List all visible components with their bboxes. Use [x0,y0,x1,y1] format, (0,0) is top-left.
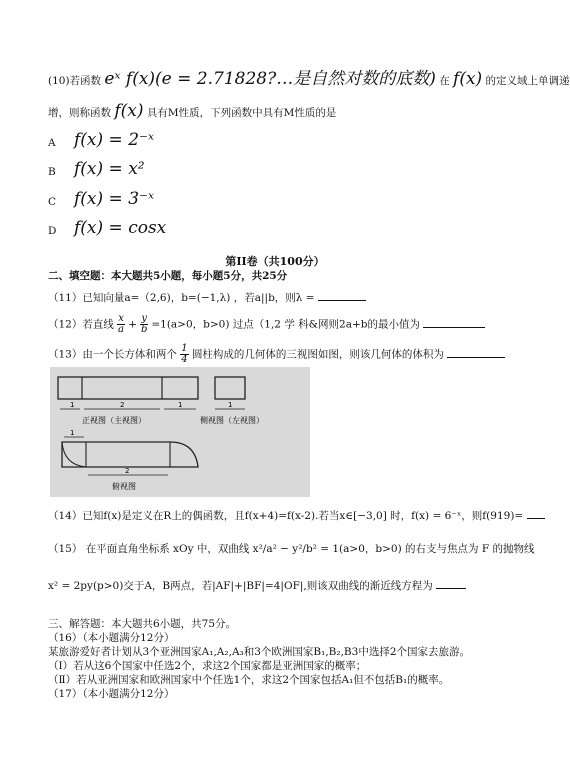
q16-head: （16）（本小题满分12分） [48,632,175,644]
three-view-figure [50,367,310,497]
q16-line2: （Ⅰ）若从这6个国家中任选2个，求这2个国家都是亚洲国家的概率； [48,660,367,672]
option-a-letter: A [48,137,56,149]
q10-fx: f(x) [453,69,483,89]
q11-answer-blank [318,290,366,301]
q12-frac-y: $\frac{y}{b}$ [140,313,148,335]
q10-suffix: 的定义域上单调递 [485,75,570,87]
q10-mid: 在 [439,75,450,87]
q12-suffix: =1(a>0，b>0) 过点（1,2 学 科&网则2a+b的最小值为 [151,318,420,331]
section3-title: 三、解答题：本大题共6小题，共75分。 [48,618,237,630]
q15-answer-blank [436,578,466,589]
front-view-rect [58,377,198,399]
top-dim-left: 1 [70,429,75,437]
q16-line3: （Ⅱ）若从亚洲国家和欧洲国家中个任选1个，求这2个国家包括A₁但不包括B₁的概率。 [48,674,450,686]
front-dim-left: 1 [70,401,75,409]
option-b-letter: B [48,166,56,178]
front-view-label: 正视图（主视图） [82,416,146,425]
q13-frac: $\frac{1}{4}$ [181,343,188,365]
side-dim: 1 [228,401,233,409]
q10-line2-prefix: 增，则称函数 [48,107,111,119]
q12: （12）若直线 $\frac{x}{a}$ + $\frac{y}{b}$ =1(a>0，b>0) 过点（1,2 学 科&网则2a+b的最小值为 [48,314,485,335]
top-dim-mid: 2 [125,467,130,475]
part2-title: 第II卷（共100分） [225,255,325,268]
q12-frac-x: $\frac{x}{a}$ [118,313,125,335]
option-b-formula: f(x) = x² [74,159,145,179]
q14 [48,508,545,523]
q12-prefix: （12）若直线 [48,318,114,331]
top-view-label: 俯视图 [112,482,136,491]
q16-line1: 某旅游爱好者计划从3个亚洲国家A₁,A₂,A₃和3个欧洲国家B₁,B₂,B3中选择2个国家去旅游。 [48,646,471,658]
q15-line2-wrap [48,578,466,593]
side-view-rect [215,377,245,399]
q10-prefix: (10)若函数 [48,75,102,87]
q13 [48,344,505,365]
three-view-svg [50,367,310,497]
q14-text: （14）已知f(x)是定义在R上的偶函数，且f(x+4)=f(x-2).若当x∈[−3,0] 时，f(x) = 6⁻ˣ，则f(919)= [48,510,524,522]
q10-line2 [48,101,337,121]
q15-line2: x² = 2py(p>0)交于A，B两点，若|AF|+|BF|=4|OF|,则该双曲线的渐近线方程为 [48,580,433,592]
side-view-label: 侧视图（左视图） [200,416,264,425]
q11 [48,290,366,305]
top-view-shape [62,442,198,467]
option-c-letter: C [48,196,57,208]
q10-line2-suffix: 具有M性质，下列函数中具有M性质的是 [146,107,337,119]
option-d-formula: f(x) = cosx [74,218,167,238]
section2-title: 二、填空题：本大题共5小题，每小题5分，共25分 [48,270,288,282]
q10-line2-fx: f(x) [114,101,144,121]
front-dim-mid: 2 [120,401,125,409]
q13-prefix: （13）由一个长方体和两个 [48,348,177,361]
option-a-formula: f(x) = 2⁻ˣ [74,130,155,150]
q12-answer-blank [423,317,485,328]
q11-text: （11）已知向量a=（2,6)，b=(−1,λ) ，若a||b，则λ = [48,292,315,304]
option-c-formula: f(x) = 3⁻ˣ [74,189,155,209]
q13-suffix: 圆柱构成的几何体的三视图如图，则该几何体的体积为 [191,348,444,361]
option-d-letter: D [48,225,57,237]
q10-line1 [48,69,570,89]
front-dim-right: 1 [178,401,183,409]
q17-head: （17）（本小题满分12分） [48,688,175,700]
q13-answer-blank [447,347,505,358]
q15-line1: （15） 在平面直角坐标系 xOy 中，双曲线 x²/a² − y²/b² = 1(a>0，b>0) 的右支与焦点为 F 的抛物线 [48,543,535,555]
q14-answer-blank [527,508,545,519]
q10-formula: eˣ f(x)(e = 2.71828?…是自然对数的底数) [104,69,436,89]
